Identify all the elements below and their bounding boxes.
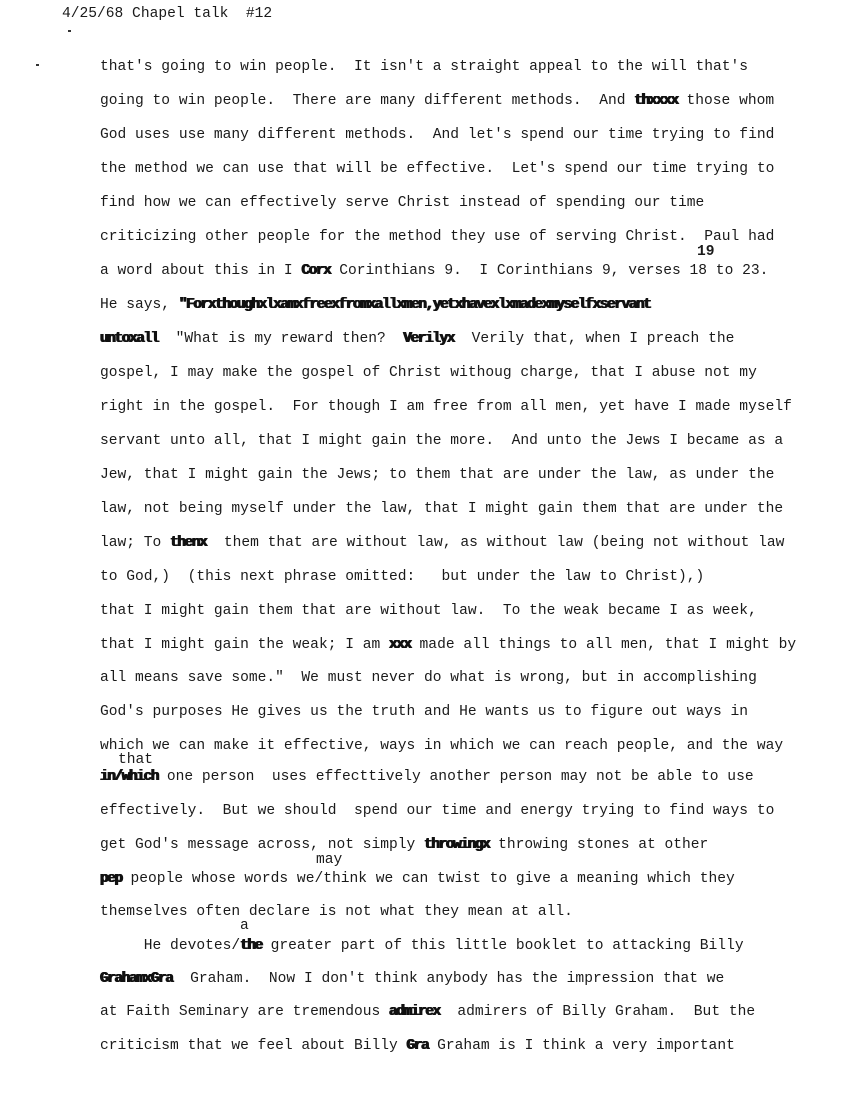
text-segment: law; To [100,535,171,551]
text-line [100,330,734,348]
text-segment: that I might gain the weak; I am [100,637,390,653]
struck-out-text: Gra [406,1038,429,1054]
text-segment: at Faith Seminary are tremendous [100,1004,390,1020]
insertion-a: a [240,918,249,934]
text-segment: criticism that we feel about Billy [100,1038,407,1054]
stray-mark [36,64,39,66]
struck-out-text: "Forxthoughxlxamxfreexfromxallxmen,yetxhavexlxmadexmyselfxservant [178,297,651,313]
text-segment: get God's message across, not simply [100,837,425,853]
text-segment: Corinthians 9. I Corinthians 9, verses 18 to 23. [330,263,769,279]
struck-out-text: untoxall [100,331,159,347]
text-line [100,364,757,382]
text-line [100,296,651,314]
text-segment: people whose words we/think we can twist to give a meaning which they [121,871,735,887]
text-segment: them that are without law, as without law (being not without law [206,535,785,551]
text-line [100,58,748,76]
insertion-may: may [316,852,343,868]
text-line [100,937,744,955]
text-segment: all means save some." We must never do what is wrong, but in accomplishing [100,670,757,686]
text-segment: greater part of this little booklet to attacking Billy [261,938,744,954]
text-line [100,398,792,416]
text-segment: that's going to win people. It isn't a straight appeal to the will that's [100,59,749,75]
text-segment: Graham is I think a very important [428,1038,735,1054]
text-segment: God's purposes He gives us the truth and He wants us to figure out ways in [100,704,749,720]
text-line [100,802,774,820]
text-segment: Graham. Now I don't think anybody has the impression that we [172,971,725,987]
text-segment: gospel, I may make the gospel of Christ withoug charge, that I abuse not my [100,365,757,381]
text-segment: which we can make it effective, ways in which we can reach people, and the way [100,738,784,754]
text-line [100,228,774,246]
struck-out-text: throwingx [424,837,490,853]
text-segment: He devotes/ [100,938,241,954]
struck-out-text: GrahamxGra [100,971,173,987]
struck-out-text: pep [100,871,122,887]
text-line [100,703,748,721]
text-line [100,194,704,212]
text-line [100,432,783,450]
struck-out-text: xxx [389,637,411,653]
struck-out-text: admirex [389,1004,440,1020]
text-line [100,903,573,921]
text-line [100,836,708,854]
text-line [100,534,784,552]
insertion-that: that [118,752,154,768]
text-line [100,636,796,654]
text-segment: themselves often declare is not what they mean at all. [100,904,573,920]
text-segment: Verily that, when I preach the [454,331,735,347]
text-segment: made all things to all men, that I might by [410,637,797,653]
text-line [100,669,757,687]
struck-out-text: thenx [170,535,207,551]
text-line [100,160,774,178]
text-segment: He says, [100,297,179,313]
text-segment: that I might gain them that are without law. To the weak became I as week, [100,603,757,619]
text-segment: "What is my reward then? [158,331,404,347]
text-segment: Jew, that I might gain the Jews; to them that are under the law, as under the [100,467,775,483]
text-line [100,92,774,110]
text-segment: to God,) (this next phrase omitted: but under the law to Christ),) [100,569,705,585]
struck-out-text: the [240,938,262,954]
text-segment: servant unto all, that I might gain the more. And unto the Jews I became as a [100,433,784,449]
text-line [100,602,757,620]
struck-out-text: Corx [301,263,331,279]
text-line [100,568,704,586]
text-segment: going to win people. There are many different methods. And [100,93,635,109]
text-line [100,262,768,280]
text-segment: find how we can effectively serve Christ instead of spending our time [100,195,705,211]
text-line [100,500,783,518]
text-segment: admirers of Billy Graham. But the [439,1004,756,1020]
text-segment: God uses use many different methods. And let's spend our time trying to find [100,127,775,143]
text-line [100,1037,735,1055]
text-line [100,768,754,786]
text-segment: one person uses effecttively another person may not be able to use [158,769,754,785]
stray-mark [68,30,71,32]
insertion-verse-19: 19 [697,244,715,260]
text-line [100,1003,755,1021]
text-line [100,737,783,755]
struck-out-text: thxxxx [634,93,678,109]
text-line [100,126,774,144]
text-segment: throwing stones at other [489,837,709,853]
text-segment: those whom [677,93,775,109]
text-segment: right in the gospel. For though I am free from all men, yet have I made myself [100,399,792,415]
page-header: 4/25/68 Chapel talk #12 [62,6,273,22]
struck-out-text: in/which [100,769,159,785]
text-line [100,870,735,888]
struck-out-text: Verilyx [403,331,455,347]
text-segment: the method we can use that will be effective. Let's spend our time trying to [100,161,775,177]
text-line [100,970,724,988]
text-segment: a word about this in I [100,263,302,279]
text-segment: effectively. But we should spend our time and energy trying to find ways to [100,803,775,819]
text-segment: law, not being myself under the law, that I might gain them that are under the [100,501,784,517]
text-segment: criticizing other people for the method they use of serving Christ. Paul had [100,229,775,245]
text-line [100,466,774,484]
